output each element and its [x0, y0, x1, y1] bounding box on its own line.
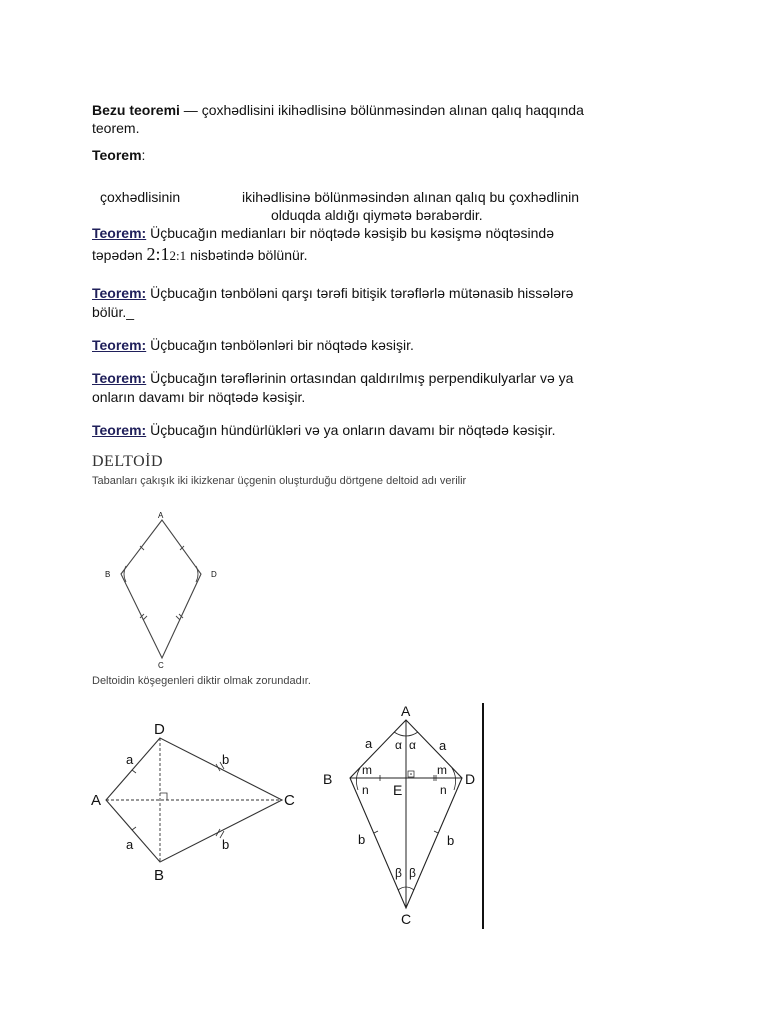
intro-text: çoxhədlisini ikihədlisinə bölünməsindən alınan qalıq haqqında [201, 102, 584, 118]
fig3-side-b-left: b [358, 832, 366, 847]
bezu-statement-right: ikihədlisinə bölünməsindən alınan qalıq bu çoxhədlinin [242, 189, 580, 205]
deltoid-note: Deltoidin köşegenleri diktir olmak zorundadır. [92, 675, 311, 687]
fig3-label-c: C [401, 911, 412, 927]
fig3-side-b-right: b [447, 833, 455, 848]
fig3-angle-m-right: m [437, 763, 447, 777]
fig3-label-e: E [393, 782, 403, 798]
intro-title: Bezu teoremi [92, 102, 180, 118]
deltoid-figure-angles [322, 700, 492, 932]
fig3-angle-n-left: n [362, 783, 369, 797]
fig3-label-b: B [323, 771, 333, 787]
theorem-2-line1 [92, 284, 573, 302]
fig3-angle-beta-left: β [395, 866, 402, 880]
theorem-5-text: Üçbucağın hündürlükləri və ya onların davamı bir nöqtədə kəsişir. [150, 422, 556, 438]
theorem-1-post: nisbətində bölünür. [186, 247, 308, 263]
fig3-angle-n-right: n [440, 783, 447, 797]
intro-line-2: teorem. [92, 120, 140, 136]
theorem-5-line1 [92, 421, 556, 439]
theorem-4-text: Üçbucağın tərəflərinin ortasından qaldırılmış perpendikulyarlar və ya [150, 370, 574, 386]
fig3-label-a: A [401, 703, 411, 719]
fig2-side-b-top: b [222, 752, 230, 767]
teorem-heading-label: Teorem [92, 147, 142, 163]
intro-line-1 [92, 101, 584, 119]
theorem-1-ratio-small: 2:1 [169, 248, 187, 263]
theorem-1-line1 [92, 224, 554, 242]
fig1-label-b: B [105, 570, 111, 579]
theorem-1-text: Üçbucağın medianları bir nöqtədə kəsişib bu kəsişmə nöqtəsində [150, 225, 554, 241]
theorem-2-label: Teorem: [92, 285, 147, 301]
fig2-label-c: C [284, 792, 295, 809]
fig3-side-a-right: a [439, 738, 447, 753]
intro-dash: — [179, 102, 202, 118]
theorem-4-label: Teorem: [92, 370, 147, 386]
figure-divider-line [482, 703, 484, 929]
deltoid-figure-small [100, 508, 230, 668]
teorem-heading-colon: : [141, 147, 146, 163]
theorem-5-label: Teorem: [92, 422, 147, 438]
deltoid-description: Tabanları çakışık iki ikizkenar üçgenin oluşturduğu dörtgene deltoid adı verilir [92, 475, 467, 487]
bezu-statement-left: çoxhədlisinin [100, 189, 181, 205]
fig1-label-a: A [158, 511, 164, 520]
bezu-statement-line2: olduqda aldığı qiymətə bərabərdir. [271, 207, 483, 223]
theorem-2-line2: bölür._ [92, 304, 135, 320]
fig3-angle-m-left: m [362, 763, 372, 777]
fig2-label-a: A [91, 792, 102, 809]
deltoid-figure-diagonals [88, 716, 308, 886]
theorem-4-line2: onların davamı bir nöqtədə kəsişir. [92, 389, 306, 405]
theorem-2-text: Üçbucağın tənböləni qarşı tərəfi bitişik tərəflərlə mütənasib hissələrə [150, 285, 574, 301]
fig2-side-a-top: a [126, 752, 134, 767]
fig2-side-a-bottom: a [126, 837, 134, 852]
theorem-3-text: Üçbucağın tənbölənləri bir nöqtədə kəsişir. [150, 337, 414, 353]
fig2-label-d: D [154, 721, 165, 738]
fig3-side-a-left: a [365, 736, 373, 751]
theorem-1-pre: təpədən [92, 247, 147, 263]
fig3-label-d: D [465, 771, 476, 787]
theorem-1-ratio: 2:1 [146, 244, 170, 264]
teorem-heading [92, 146, 145, 164]
fig1-label-d: D [211, 570, 217, 579]
deltoid-title: DELTOİD [92, 453, 164, 470]
theorem-3-line1 [92, 336, 414, 354]
theorem-3-label: Teorem: [92, 337, 147, 353]
fig2-side-b-bottom: b [222, 837, 230, 852]
fig3-angle-beta-right: β [409, 866, 416, 880]
fig3-angle-alpha-right: α [409, 738, 416, 752]
theorem-1-line2 [92, 245, 308, 265]
theorem-4-line1 [92, 369, 573, 387]
fig3-angle-alpha-left: α [395, 738, 402, 752]
fig2-label-b: B [154, 867, 165, 884]
fig1-label-c: C [158, 661, 164, 670]
theorem-1-label: Teorem: [92, 225, 147, 241]
